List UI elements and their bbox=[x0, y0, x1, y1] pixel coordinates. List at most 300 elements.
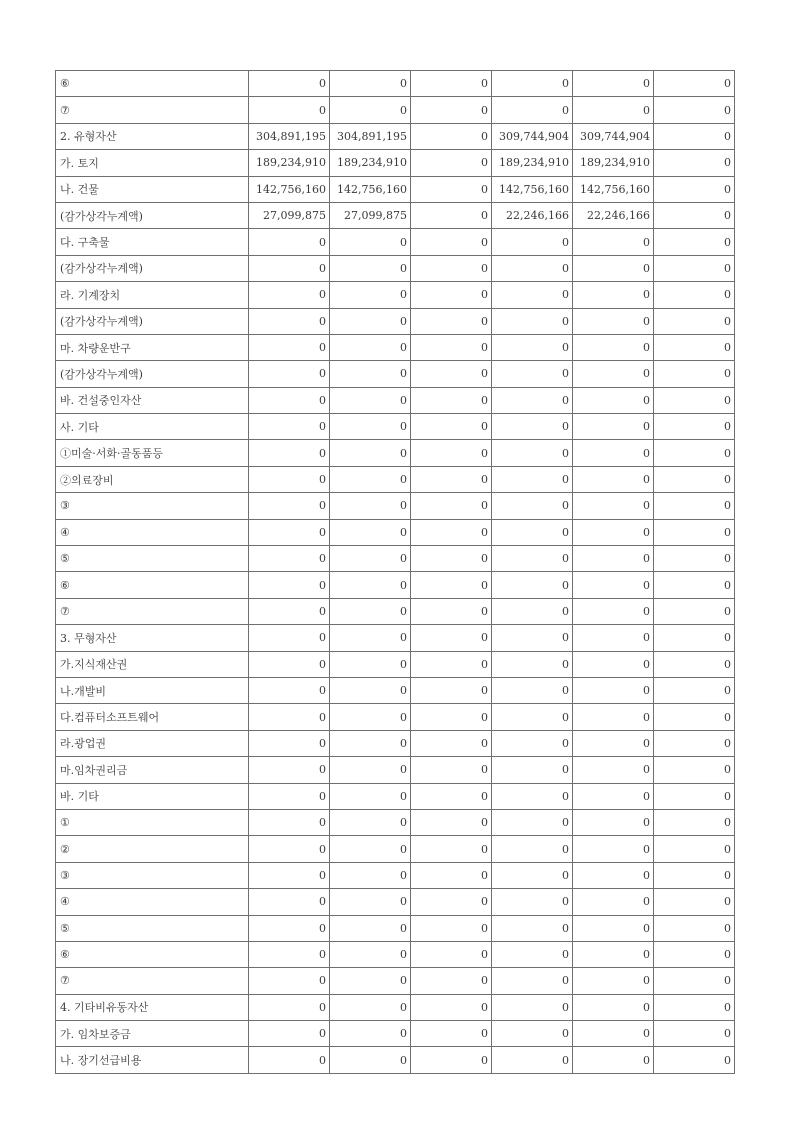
value-cell: 0 bbox=[573, 414, 654, 440]
value-cell: 0 bbox=[330, 757, 411, 783]
value-cell: 0 bbox=[411, 176, 492, 202]
value-cell: 0 bbox=[249, 519, 330, 545]
value-cell: 0 bbox=[411, 625, 492, 651]
value-cell: 0 bbox=[492, 255, 573, 281]
table-row bbox=[56, 915, 735, 941]
value-cell: 0 bbox=[330, 889, 411, 915]
value-cell: 0 bbox=[330, 783, 411, 809]
value-cell: 0 bbox=[249, 730, 330, 756]
value-cell: 0 bbox=[654, 625, 735, 651]
row-label: 4. 기타비유동자산 bbox=[56, 994, 249, 1020]
table-row bbox=[56, 809, 735, 835]
value-cell: 0 bbox=[573, 677, 654, 703]
value-cell: 0 bbox=[330, 440, 411, 466]
value-cell: 309,744,904 bbox=[492, 123, 573, 149]
value-cell: 0 bbox=[492, 862, 573, 888]
table-row bbox=[56, 704, 735, 730]
value-cell: 0 bbox=[249, 889, 330, 915]
value-cell: 309,744,904 bbox=[573, 123, 654, 149]
value-cell: 189,234,910 bbox=[330, 150, 411, 176]
value-cell: 22,246,166 bbox=[492, 202, 573, 228]
value-cell: 0 bbox=[249, 941, 330, 967]
value-cell: 0 bbox=[573, 1021, 654, 1047]
value-cell: 0 bbox=[492, 625, 573, 651]
value-cell: 0 bbox=[411, 202, 492, 228]
value-cell: 0 bbox=[411, 572, 492, 598]
value-cell: 304,891,195 bbox=[249, 123, 330, 149]
value-cell: 0 bbox=[330, 519, 411, 545]
value-cell: 0 bbox=[411, 440, 492, 466]
value-cell: 0 bbox=[654, 308, 735, 334]
value-cell: 0 bbox=[492, 466, 573, 492]
value-cell: 0 bbox=[330, 97, 411, 123]
value-cell: 0 bbox=[573, 255, 654, 281]
value-cell: 0 bbox=[654, 704, 735, 730]
table-row bbox=[56, 598, 735, 624]
value-cell: 0 bbox=[492, 387, 573, 413]
value-cell: 0 bbox=[492, 308, 573, 334]
value-cell: 0 bbox=[492, 282, 573, 308]
value-cell: 0 bbox=[573, 440, 654, 466]
value-cell: 0 bbox=[249, 387, 330, 413]
value-cell: 0 bbox=[249, 598, 330, 624]
value-cell: 0 bbox=[330, 334, 411, 360]
value-cell: 0 bbox=[411, 308, 492, 334]
row-label: 다.컴퓨터소프트웨어 bbox=[56, 704, 249, 730]
row-label: 가.지식재산권 bbox=[56, 651, 249, 677]
value-cell: 0 bbox=[249, 862, 330, 888]
value-cell: 0 bbox=[573, 809, 654, 835]
value-cell: 0 bbox=[654, 1047, 735, 1073]
row-label: 다. 구축물 bbox=[56, 229, 249, 255]
value-cell: 0 bbox=[492, 361, 573, 387]
value-cell: 0 bbox=[492, 915, 573, 941]
row-label: 바. 기타 bbox=[56, 783, 249, 809]
row-label: ②의료장비 bbox=[56, 466, 249, 492]
table-row bbox=[56, 941, 735, 967]
value-cell: 0 bbox=[249, 229, 330, 255]
value-cell: 0 bbox=[411, 862, 492, 888]
row-label: ⑦ bbox=[56, 598, 249, 624]
table-row bbox=[56, 889, 735, 915]
row-label: ④ bbox=[56, 889, 249, 915]
value-cell: 0 bbox=[249, 757, 330, 783]
row-label: ③ bbox=[56, 493, 249, 519]
table-row bbox=[56, 440, 735, 466]
row-label: (감가상각누계액) bbox=[56, 361, 249, 387]
row-label: 라. 기계장치 bbox=[56, 282, 249, 308]
value-cell: 0 bbox=[492, 1021, 573, 1047]
table-row bbox=[56, 625, 735, 651]
value-cell: 0 bbox=[411, 651, 492, 677]
value-cell: 0 bbox=[573, 97, 654, 123]
value-cell: 0 bbox=[573, 1047, 654, 1073]
value-cell: 0 bbox=[411, 282, 492, 308]
value-cell: 0 bbox=[492, 783, 573, 809]
value-cell: 189,234,910 bbox=[492, 150, 573, 176]
row-label: 라.광업권 bbox=[56, 730, 249, 756]
value-cell: 0 bbox=[411, 546, 492, 572]
row-label: 사. 기타 bbox=[56, 414, 249, 440]
value-cell: 0 bbox=[249, 836, 330, 862]
value-cell: 0 bbox=[411, 229, 492, 255]
value-cell: 189,234,910 bbox=[249, 150, 330, 176]
table-row bbox=[56, 519, 735, 545]
value-cell: 0 bbox=[573, 519, 654, 545]
value-cell: 0 bbox=[654, 361, 735, 387]
value-cell: 0 bbox=[249, 414, 330, 440]
value-cell: 0 bbox=[492, 994, 573, 1020]
table-row bbox=[56, 71, 735, 97]
value-cell: 0 bbox=[330, 677, 411, 703]
value-cell: 0 bbox=[411, 677, 492, 703]
value-cell: 0 bbox=[573, 783, 654, 809]
value-cell: 0 bbox=[249, 97, 330, 123]
value-cell: 0 bbox=[411, 915, 492, 941]
row-label: 2. 유형자산 bbox=[56, 123, 249, 149]
value-cell: 0 bbox=[492, 440, 573, 466]
value-cell: 0 bbox=[411, 598, 492, 624]
row-label: ⑥ bbox=[56, 941, 249, 967]
value-cell: 0 bbox=[654, 229, 735, 255]
value-cell: 0 bbox=[573, 915, 654, 941]
value-cell: 0 bbox=[249, 968, 330, 994]
value-cell: 27,099,875 bbox=[249, 202, 330, 228]
row-label: ③ bbox=[56, 862, 249, 888]
value-cell: 0 bbox=[573, 836, 654, 862]
value-cell: 142,756,160 bbox=[573, 176, 654, 202]
value-cell: 0 bbox=[654, 889, 735, 915]
table-row bbox=[56, 176, 735, 202]
value-cell: 0 bbox=[249, 255, 330, 281]
value-cell: 0 bbox=[492, 546, 573, 572]
value-cell: 0 bbox=[411, 255, 492, 281]
value-cell: 0 bbox=[654, 783, 735, 809]
table-row bbox=[56, 1047, 735, 1073]
value-cell: 0 bbox=[492, 757, 573, 783]
value-cell: 0 bbox=[330, 625, 411, 651]
value-cell: 0 bbox=[492, 651, 573, 677]
value-cell: 0 bbox=[411, 1047, 492, 1073]
value-cell: 0 bbox=[411, 123, 492, 149]
table-row bbox=[56, 255, 735, 281]
value-cell: 0 bbox=[654, 677, 735, 703]
value-cell: 0 bbox=[330, 915, 411, 941]
row-label: ④ bbox=[56, 519, 249, 545]
row-label: ⑥ bbox=[56, 71, 249, 97]
value-cell: 0 bbox=[330, 994, 411, 1020]
asset-table bbox=[55, 70, 735, 1074]
value-cell: 0 bbox=[654, 466, 735, 492]
value-cell: 0 bbox=[573, 466, 654, 492]
row-label: (감가상각누계액) bbox=[56, 308, 249, 334]
value-cell: 0 bbox=[411, 387, 492, 413]
value-cell: 0 bbox=[411, 994, 492, 1020]
row-label: ⑦ bbox=[56, 968, 249, 994]
table-row bbox=[56, 334, 735, 360]
row-label: 마. 차량운반구 bbox=[56, 334, 249, 360]
value-cell: 0 bbox=[654, 862, 735, 888]
value-cell: 0 bbox=[654, 757, 735, 783]
value-cell: 0 bbox=[492, 519, 573, 545]
row-label: ⑦ bbox=[56, 97, 249, 123]
value-cell: 0 bbox=[654, 1021, 735, 1047]
value-cell: 0 bbox=[573, 71, 654, 97]
table-row bbox=[56, 546, 735, 572]
row-label: ⑤ bbox=[56, 915, 249, 941]
value-cell: 0 bbox=[330, 282, 411, 308]
table-row bbox=[56, 229, 735, 255]
value-cell: 0 bbox=[249, 361, 330, 387]
table-row bbox=[56, 783, 735, 809]
table-row bbox=[56, 202, 735, 228]
value-cell: 0 bbox=[573, 730, 654, 756]
table-row bbox=[56, 994, 735, 1020]
value-cell: 0 bbox=[492, 941, 573, 967]
value-cell: 0 bbox=[411, 730, 492, 756]
value-cell: 0 bbox=[249, 71, 330, 97]
value-cell: 0 bbox=[330, 71, 411, 97]
value-cell: 27,099,875 bbox=[330, 202, 411, 228]
row-label: 마.임차권리금 bbox=[56, 757, 249, 783]
value-cell: 0 bbox=[492, 1047, 573, 1073]
row-label: (감가상각누계액) bbox=[56, 255, 249, 281]
value-cell: 0 bbox=[411, 968, 492, 994]
value-cell: 0 bbox=[654, 414, 735, 440]
value-cell: 0 bbox=[330, 862, 411, 888]
value-cell: 142,756,160 bbox=[330, 176, 411, 202]
value-cell: 0 bbox=[492, 704, 573, 730]
value-cell: 0 bbox=[654, 493, 735, 519]
value-cell: 0 bbox=[411, 519, 492, 545]
value-cell: 0 bbox=[492, 493, 573, 519]
value-cell: 0 bbox=[573, 862, 654, 888]
table-row bbox=[56, 572, 735, 598]
value-cell: 0 bbox=[573, 229, 654, 255]
value-cell: 0 bbox=[492, 968, 573, 994]
value-cell: 0 bbox=[330, 651, 411, 677]
value-cell: 0 bbox=[411, 493, 492, 519]
value-cell: 0 bbox=[249, 625, 330, 651]
value-cell: 0 bbox=[411, 361, 492, 387]
value-cell: 0 bbox=[330, 466, 411, 492]
value-cell: 0 bbox=[654, 915, 735, 941]
table-row bbox=[56, 282, 735, 308]
row-label: 나.개발비 bbox=[56, 677, 249, 703]
table-row bbox=[56, 387, 735, 413]
value-cell: 0 bbox=[654, 809, 735, 835]
value-cell: 0 bbox=[249, 493, 330, 519]
value-cell: 0 bbox=[249, 308, 330, 334]
value-cell: 0 bbox=[573, 334, 654, 360]
value-cell: 0 bbox=[492, 836, 573, 862]
value-cell: 0 bbox=[411, 704, 492, 730]
table-row bbox=[56, 493, 735, 519]
row-label: ① bbox=[56, 809, 249, 835]
value-cell: 0 bbox=[249, 572, 330, 598]
value-cell: 0 bbox=[573, 651, 654, 677]
value-cell: 0 bbox=[573, 757, 654, 783]
value-cell: 0 bbox=[573, 625, 654, 651]
value-cell: 0 bbox=[330, 414, 411, 440]
value-cell: 0 bbox=[249, 440, 330, 466]
value-cell: 0 bbox=[330, 1047, 411, 1073]
value-cell: 0 bbox=[654, 546, 735, 572]
table-row bbox=[56, 757, 735, 783]
value-cell: 0 bbox=[573, 889, 654, 915]
table-row bbox=[56, 968, 735, 994]
value-cell: 0 bbox=[654, 941, 735, 967]
row-label: ② bbox=[56, 836, 249, 862]
value-cell: 0 bbox=[654, 730, 735, 756]
value-cell: 0 bbox=[330, 809, 411, 835]
value-cell: 0 bbox=[249, 1047, 330, 1073]
row-label: 가. 토지 bbox=[56, 150, 249, 176]
value-cell: 0 bbox=[573, 598, 654, 624]
value-cell: 0 bbox=[654, 440, 735, 466]
value-cell: 0 bbox=[492, 334, 573, 360]
table-row bbox=[56, 651, 735, 677]
value-cell: 0 bbox=[330, 836, 411, 862]
value-cell: 0 bbox=[573, 493, 654, 519]
value-cell: 0 bbox=[411, 941, 492, 967]
value-cell: 0 bbox=[330, 229, 411, 255]
value-cell: 0 bbox=[411, 334, 492, 360]
value-cell: 0 bbox=[573, 387, 654, 413]
value-cell: 0 bbox=[330, 493, 411, 519]
value-cell: 0 bbox=[411, 757, 492, 783]
value-cell: 0 bbox=[330, 968, 411, 994]
row-label: (감가상각누계액) bbox=[56, 202, 249, 228]
value-cell: 0 bbox=[330, 387, 411, 413]
row-label: 가. 임차보증금 bbox=[56, 1021, 249, 1047]
table-row bbox=[56, 97, 735, 123]
value-cell: 0 bbox=[492, 414, 573, 440]
table-row bbox=[56, 150, 735, 176]
value-cell: 0 bbox=[654, 123, 735, 149]
value-cell: 0 bbox=[654, 282, 735, 308]
value-cell: 0 bbox=[492, 97, 573, 123]
value-cell: 0 bbox=[492, 598, 573, 624]
value-cell: 142,756,160 bbox=[249, 176, 330, 202]
value-cell: 0 bbox=[654, 572, 735, 598]
table-row bbox=[56, 836, 735, 862]
value-cell: 0 bbox=[411, 414, 492, 440]
value-cell: 0 bbox=[573, 572, 654, 598]
value-cell: 0 bbox=[249, 704, 330, 730]
table-row bbox=[56, 730, 735, 756]
value-cell: 0 bbox=[249, 809, 330, 835]
value-cell: 0 bbox=[249, 783, 330, 809]
value-cell: 0 bbox=[330, 361, 411, 387]
value-cell: 0 bbox=[492, 889, 573, 915]
value-cell: 0 bbox=[492, 730, 573, 756]
value-cell: 0 bbox=[654, 968, 735, 994]
value-cell: 0 bbox=[249, 651, 330, 677]
value-cell: 0 bbox=[654, 994, 735, 1020]
value-cell: 0 bbox=[573, 282, 654, 308]
value-cell: 0 bbox=[492, 229, 573, 255]
table-row bbox=[56, 862, 735, 888]
value-cell: 0 bbox=[330, 598, 411, 624]
value-cell: 0 bbox=[654, 97, 735, 123]
row-label: 3. 무형자산 bbox=[56, 625, 249, 651]
table-row bbox=[56, 361, 735, 387]
value-cell: 0 bbox=[411, 466, 492, 492]
value-cell: 142,756,160 bbox=[492, 176, 573, 202]
value-cell: 0 bbox=[249, 334, 330, 360]
value-cell: 0 bbox=[411, 71, 492, 97]
value-cell: 0 bbox=[492, 677, 573, 703]
value-cell: 0 bbox=[573, 941, 654, 967]
value-cell: 0 bbox=[330, 941, 411, 967]
value-cell: 0 bbox=[654, 150, 735, 176]
table-row bbox=[56, 466, 735, 492]
value-cell: 0 bbox=[573, 994, 654, 1020]
value-cell: 0 bbox=[249, 546, 330, 572]
value-cell: 22,246,166 bbox=[573, 202, 654, 228]
table-row bbox=[56, 1021, 735, 1047]
value-cell: 0 bbox=[573, 546, 654, 572]
value-cell: 0 bbox=[573, 308, 654, 334]
value-cell: 0 bbox=[330, 572, 411, 598]
value-cell: 0 bbox=[411, 150, 492, 176]
table-row bbox=[56, 414, 735, 440]
value-cell: 0 bbox=[330, 308, 411, 334]
value-cell: 0 bbox=[249, 915, 330, 941]
value-cell: 0 bbox=[573, 361, 654, 387]
value-cell: 0 bbox=[654, 202, 735, 228]
value-cell: 0 bbox=[330, 730, 411, 756]
value-cell: 0 bbox=[654, 71, 735, 97]
row-label: ⑥ bbox=[56, 572, 249, 598]
asset-table-body bbox=[56, 71, 735, 1074]
value-cell: 0 bbox=[573, 968, 654, 994]
value-cell: 0 bbox=[492, 809, 573, 835]
value-cell: 0 bbox=[249, 1021, 330, 1047]
value-cell: 0 bbox=[249, 677, 330, 703]
value-cell: 0 bbox=[654, 651, 735, 677]
row-label: ⑤ bbox=[56, 546, 249, 572]
row-label: 나. 건물 bbox=[56, 176, 249, 202]
table-row bbox=[56, 123, 735, 149]
value-cell: 0 bbox=[654, 176, 735, 202]
value-cell: 0 bbox=[411, 836, 492, 862]
value-cell: 0 bbox=[330, 1021, 411, 1047]
value-cell: 0 bbox=[654, 836, 735, 862]
value-cell: 189,234,910 bbox=[573, 150, 654, 176]
value-cell: 0 bbox=[492, 572, 573, 598]
value-cell: 0 bbox=[249, 994, 330, 1020]
value-cell: 0 bbox=[411, 783, 492, 809]
value-cell: 0 bbox=[249, 466, 330, 492]
row-label: 바. 건설중인자산 bbox=[56, 387, 249, 413]
value-cell: 0 bbox=[654, 519, 735, 545]
table-row bbox=[56, 677, 735, 703]
value-cell: 0 bbox=[411, 1021, 492, 1047]
value-cell: 0 bbox=[249, 282, 330, 308]
value-cell: 0 bbox=[492, 71, 573, 97]
value-cell: 0 bbox=[654, 334, 735, 360]
value-cell: 0 bbox=[330, 546, 411, 572]
row-label: ①미술·서화·골동품등 bbox=[56, 440, 249, 466]
value-cell: 0 bbox=[573, 704, 654, 730]
row-label: 나. 장기선급비용 bbox=[56, 1047, 249, 1073]
value-cell: 0 bbox=[654, 387, 735, 413]
value-cell: 0 bbox=[330, 704, 411, 730]
table-row bbox=[56, 308, 735, 334]
value-cell: 0 bbox=[330, 255, 411, 281]
